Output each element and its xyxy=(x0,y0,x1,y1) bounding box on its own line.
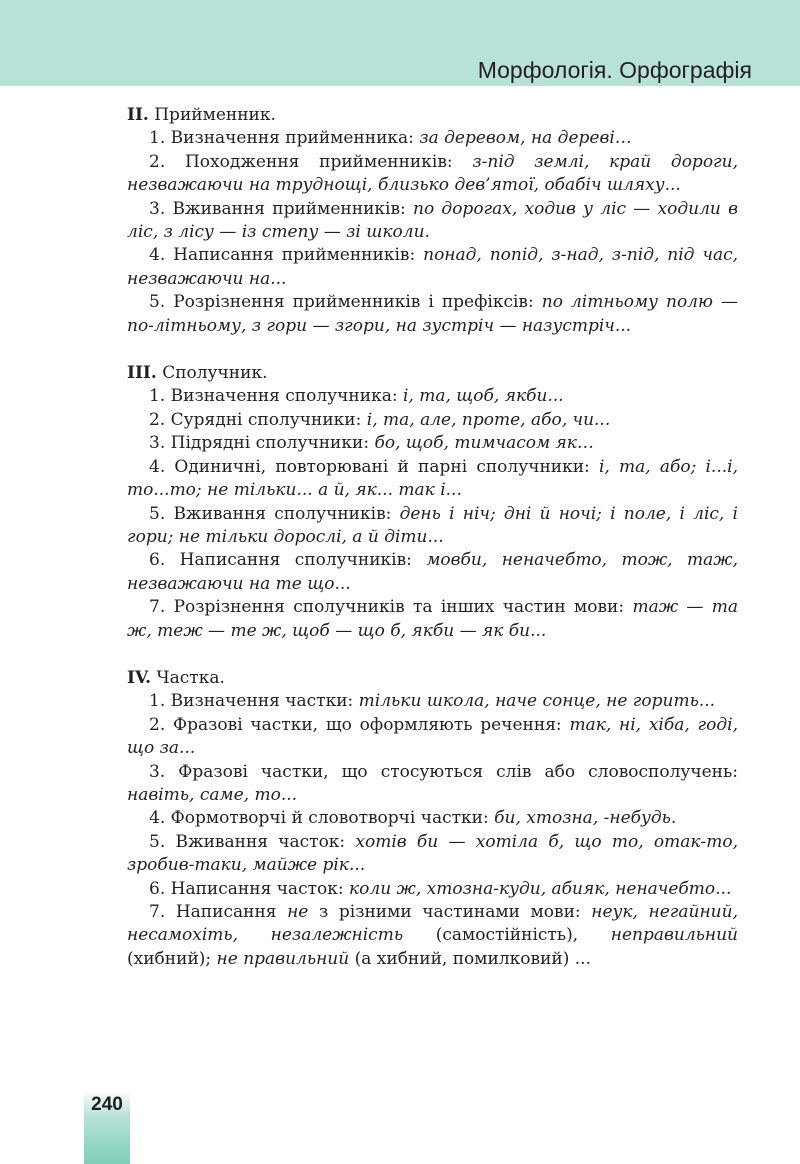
item-example: не xyxy=(287,902,309,922)
list-item xyxy=(127,385,738,408)
list-item xyxy=(127,291,738,338)
item-text: 7. Розрізнення сполучників та інших частин мови: xyxy=(149,597,633,618)
item-text: 7. Написання xyxy=(149,902,288,922)
list-item xyxy=(127,807,738,830)
section-number: III. xyxy=(127,363,157,384)
item-text: 2. Походження прийменників: xyxy=(149,151,473,172)
item-text: 2. Сурядні сполучники: xyxy=(149,409,367,430)
section-heading xyxy=(127,362,738,385)
item-example: так, ні, хіба, годі, що за... xyxy=(127,714,738,759)
item-text: з різними частинами мови: xyxy=(308,902,592,922)
item-example: неук, негайний, несамохіть, незалежність xyxy=(127,902,738,946)
list-item xyxy=(127,549,738,596)
item-text: 3. Фразові частки, що стосуються слів або словосполучень: xyxy=(149,761,738,782)
list-item xyxy=(127,503,738,550)
item-example: бо, щоб, тимчасом як… xyxy=(374,433,594,454)
section-title: Прийменник. xyxy=(154,105,276,125)
item-example: хотів би — хотіла б, що то, отак-то, зробив-таки, майже рік... xyxy=(127,831,739,876)
item-text: 1. Визначення частки: xyxy=(149,691,359,712)
item-example: і, та, або; і...і, то...то; не тільки... а й, як... так і... xyxy=(127,456,738,501)
list-item xyxy=(127,151,738,198)
item-example: коли ж, хтозна-куди, абияк, неначебто... xyxy=(348,878,732,899)
list-item xyxy=(127,714,738,761)
list-item xyxy=(127,456,738,503)
list-item xyxy=(127,127,738,150)
list-item xyxy=(127,878,738,901)
item-example: і, та, але, проте, або, чи... xyxy=(366,409,611,430)
item-text: (хибний); xyxy=(127,948,217,969)
section-heading xyxy=(127,667,738,690)
item-example: день і ніч; дні й ночі; і поле, і ліс, і гори; не тільки дорослі, а й діти... xyxy=(127,503,738,547)
item-example: би, хтозна, -небудь. xyxy=(494,808,677,829)
list-item xyxy=(127,901,738,971)
running-header: Морфологія. Орфографія xyxy=(477,57,752,83)
item-example: не правильний xyxy=(216,948,350,969)
item-text: 6. Написання сполучників: xyxy=(149,550,427,571)
item-example: по літньому полю — по-літньому, з гори — згори, на зустріч — назустріч... xyxy=(127,292,738,336)
item-text: 1. Визначення прийменника: xyxy=(149,128,420,149)
item-example: з-під землі, край дороги, незважаючи на труднощі, близько дев’ятої, обабіч шляху... xyxy=(127,151,738,196)
list-item xyxy=(127,244,738,291)
list-item xyxy=(127,432,738,455)
item-example: навіть, саме, то... xyxy=(127,784,298,805)
page-number: 240 xyxy=(91,1094,123,1115)
item-example: тільки школа, наче сонце, не горить... xyxy=(358,691,716,712)
item-text: (самостійність), xyxy=(403,925,611,946)
item-example: і, та, щоб, якби... xyxy=(402,386,564,407)
section-title: Частка. xyxy=(156,667,225,688)
list-item xyxy=(127,761,738,808)
item-text: 3. Підрядні сполучники: xyxy=(149,433,375,454)
item-example: понад, попід, з-над, з-під, під час, незважаючи на... xyxy=(127,245,738,289)
section-particle xyxy=(127,667,738,971)
item-example: неправильний xyxy=(610,925,738,946)
item-text: 3. Вживання прийменників: xyxy=(149,198,413,219)
item-example: по дорогах, ходив у ліс — ходили в ліс, з лісу — із степу — зі школи. xyxy=(127,198,738,243)
item-text: 4. Формотворчі й словотворчі частки: xyxy=(149,808,495,829)
item-text: 2. Фразові частки, що оформляють речення: xyxy=(149,714,570,735)
item-text: 6. Написання часток: xyxy=(149,878,349,899)
section-number: IV. xyxy=(127,667,152,688)
section-conjunction xyxy=(127,362,738,643)
item-example: мовби, неначебто, тож, таж, незважаючи на те що... xyxy=(127,550,738,594)
section-preposition xyxy=(127,104,738,338)
item-example: за деревом, на дереві… xyxy=(419,128,632,149)
section-number: II. xyxy=(127,105,149,125)
list-item xyxy=(127,831,738,878)
page-content xyxy=(127,104,738,995)
item-text: 4. Одиничні, повторювані й парні сполучники: xyxy=(149,456,599,477)
section-title: Сполучник. xyxy=(162,363,268,384)
list-item xyxy=(127,690,738,713)
list-item xyxy=(127,198,738,245)
section-heading xyxy=(127,104,738,127)
item-text: 5. Розрізнення прийменників і префіксів: xyxy=(149,292,542,313)
item-text: 5. Вживання часток: xyxy=(149,831,356,852)
list-item xyxy=(127,409,738,432)
item-text: 1. Визначення сполучника: xyxy=(149,386,403,407)
item-text: 5. Вживання сполучників: xyxy=(149,503,400,524)
item-text: (а хибний, помилковий) ... xyxy=(349,948,591,969)
list-item xyxy=(127,596,738,643)
item-example: таж — та ж, теж — те ж, щоб — що б, якби — як би... xyxy=(127,597,738,641)
item-text: 4. Написання прийменників: xyxy=(149,245,424,266)
